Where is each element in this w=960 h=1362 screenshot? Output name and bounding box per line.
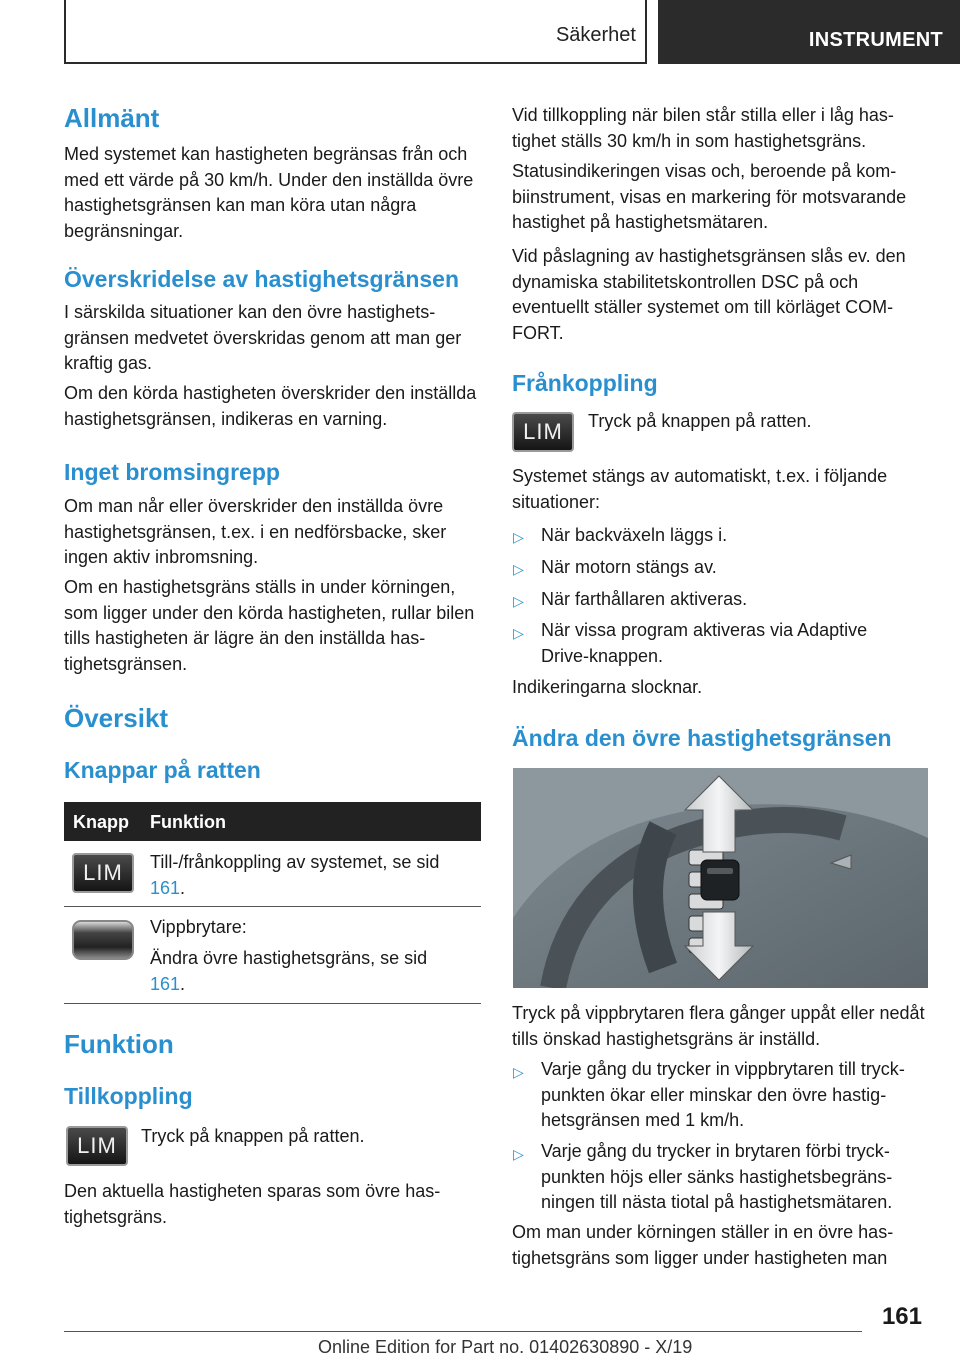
table-divider bbox=[64, 906, 481, 907]
table-row-2-text bbox=[150, 946, 450, 997]
page-link-161[interactable]: 161 bbox=[150, 973, 181, 994]
table-row-2-label: Vippbrytare: bbox=[150, 917, 247, 937]
row2-end: . bbox=[180, 973, 186, 994]
lim-icon-label: LIM bbox=[77, 1133, 117, 1158]
last-text: Om man under körningen ställer in en övre hastighetsgräns som ligger under hastigheten man bbox=[512, 1222, 894, 1268]
bullet-triangle-icon: ▷ bbox=[513, 1146, 524, 1162]
row1-text: Till-/frånkoppling av systemet, se sid bbox=[150, 852, 440, 872]
table-bottom-rule bbox=[64, 1003, 481, 1004]
right-text-1: Vid tillkoppling när bilen står stilla eller i låg hastighet ställs 30 km/h in som hastighetsgräns. bbox=[512, 105, 894, 151]
right-text-2: Statusindikeringen visas och, beroende på kombiinstrument, visas en markering för motsvarande hastighet på hastighetsmätaren. bbox=[512, 161, 907, 232]
lim-button-icon bbox=[72, 853, 134, 893]
heading-tillkoppling: Tillkoppling bbox=[64, 1083, 193, 1109]
overskridelse-text-2: Om den körda hastigheten överskrider den inställda hastighetsgränsen, indikeras en varning. bbox=[64, 383, 477, 429]
bullet-triangle-icon: ▷ bbox=[513, 529, 524, 545]
footer-rule bbox=[64, 1331, 862, 1332]
bullet-triangle-icon: ▷ bbox=[513, 561, 524, 577]
inget-text-1: Om man når eller överskrider den inställda övre hastighetsgränsen, t.ex. i en nedförsbacke, sker ingen aktiv inbromsning. bbox=[64, 496, 447, 567]
heading-frankoppling: Frånkoppling bbox=[512, 370, 658, 396]
list-item: När farthållaren aktiveras. bbox=[541, 589, 748, 609]
vippbrytare-text: Tryck på vippbrytaren flera gånger uppåt eller nedåt tills önskad hastighetsgräns är inställd. bbox=[512, 1003, 925, 1049]
bullet-triangle-icon: ▷ bbox=[513, 625, 524, 641]
list-item: Varje gång du trycker in vippbrytaren till tryckpunkten ökar eller minskar den övre hastighetsgränsen med 1 km/h. bbox=[541, 1059, 905, 1130]
table-row-1-text bbox=[150, 850, 450, 901]
header-chapter: INSTRUMENT bbox=[808, 29, 943, 51]
heading-inget-bromsingrepp: Inget bromsingrepp bbox=[64, 459, 280, 485]
list-item: När vissa program aktiveras via Adaptive Drive-knappen. bbox=[541, 620, 868, 666]
list-item: När backväxeln läggs i. bbox=[541, 525, 728, 545]
rocker-switch-icon bbox=[72, 920, 134, 960]
heading-knappar: Knappar på ratten bbox=[64, 757, 261, 783]
page-link-161[interactable]: 161 bbox=[150, 877, 181, 898]
lim-button-icon bbox=[66, 1126, 128, 1166]
row1-end: . bbox=[180, 877, 186, 898]
lim-icon-label: LIM bbox=[523, 419, 563, 444]
table-col-knapp: Knapp bbox=[73, 812, 129, 832]
indikeringar-text: Indikeringarna slocknar. bbox=[512, 677, 703, 697]
row2-text: Ändra övre hastighetsgräns, se sid bbox=[150, 948, 428, 968]
page-number: 161 bbox=[881, 1303, 922, 1330]
bullet-triangle-icon: ▷ bbox=[513, 1064, 524, 1080]
frankoppling-text: Tryck på knappen på ratten. bbox=[588, 411, 812, 431]
stangs-text: Systemet stängs av automatiskt, t.ex. i följande situationer: bbox=[512, 466, 888, 512]
lim-button-icon bbox=[512, 412, 574, 452]
overskridelse-text-1: I särskilda situationer kan den övre hastighetsgränsen medvetet överskridas genom att man ger kraftig gas. bbox=[64, 302, 462, 373]
right-text-3: Vid påslagning av hastighetsgränsen slås ev. den dynamiska stabilitetskontrollen DSC på och eventuellt ställer systemet om till körläget COMFORT. bbox=[512, 246, 906, 343]
heading-oversikt: Översikt bbox=[64, 703, 169, 733]
inget-text-2: Om en hastighetsgräns ställs in under körningen, som ligger under den körda hastigheten, rullar bilen tills hastigheten är lägre än den inställda hastighetsgränsen. bbox=[64, 577, 475, 674]
steering-wheel-photo bbox=[513, 768, 928, 988]
heading-funktion: Funktion bbox=[64, 1029, 174, 1059]
list-item: När motorn stängs av. bbox=[541, 557, 717, 577]
footer-edition: Online Edition for Part no. 01402630890 - X/19 bbox=[318, 1337, 693, 1357]
aktuella-text: Den aktuella hastigheten sparas som övre hastighetsgräns. bbox=[64, 1181, 441, 1227]
heading-andra: Ändra den övre hastighetsgränsen bbox=[512, 725, 892, 751]
heading-allmant: Allmänt bbox=[64, 103, 160, 133]
bullet-triangle-icon: ▷ bbox=[513, 593, 524, 609]
header-section: Säkerhet bbox=[555, 24, 636, 46]
table-col-funktion: Funktion bbox=[150, 812, 226, 832]
lim-icon-label: LIM bbox=[83, 860, 123, 885]
heading-overskridelse: Överskridelse av hastighetsgränsen bbox=[64, 266, 460, 292]
allmant-text: Med systemet kan hastigheten begränsas från och med ett värde på 30 km/h. Under den inställda övre hastighetsgränsen kan man köra utan några begränsningar. bbox=[64, 144, 474, 241]
tillkoppling-text: Tryck på knappen på ratten. bbox=[141, 1126, 365, 1146]
list-item: Varje gång du trycker in brytaren förbi tryckpunkten höjs eller sänks hastighetsbegränsningen till nästa tiotal på hastighetsmätaren. bbox=[541, 1141, 893, 1212]
